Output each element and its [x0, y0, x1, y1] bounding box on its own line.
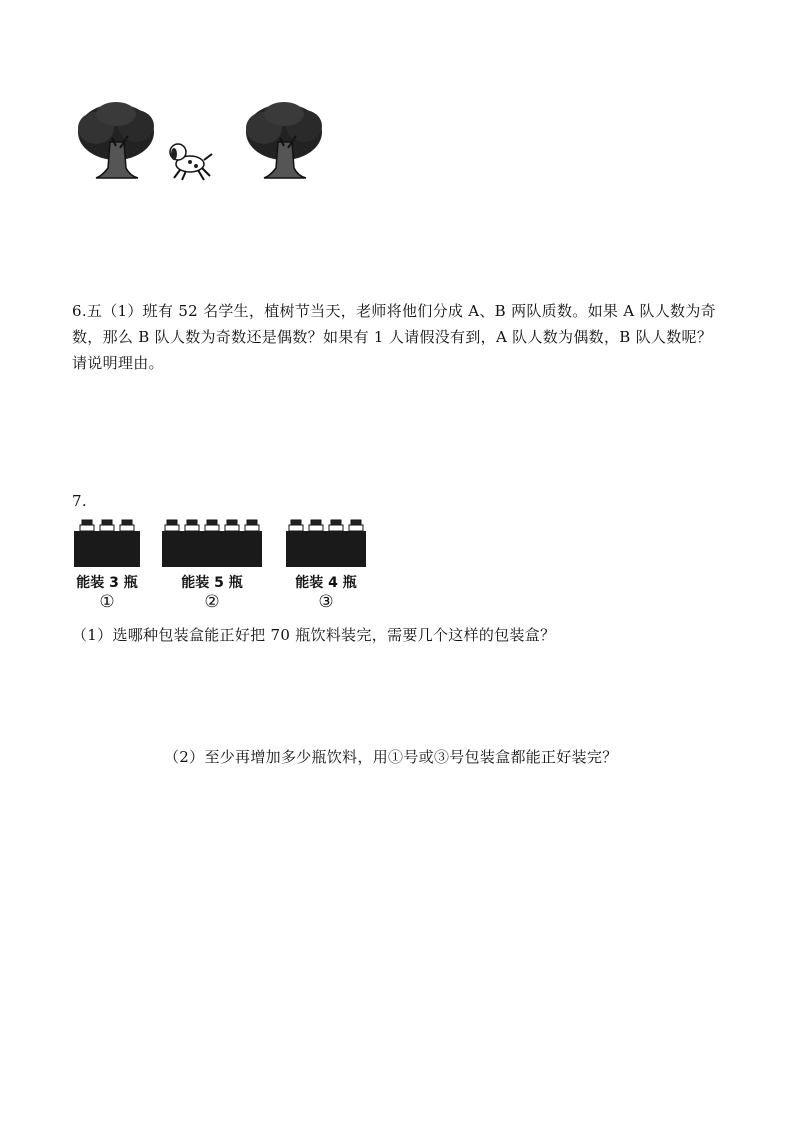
package-2-label: 能装 5 瓶: [181, 575, 243, 591]
package-1-box: [74, 518, 140, 568]
q6-line-3: 请说明理由。: [72, 354, 164, 372]
package-3-label: 能装 4 瓶: [295, 575, 357, 591]
package-2-box: [162, 518, 262, 568]
package-1: [74, 518, 140, 612]
package-2-mark: ②: [204, 592, 220, 612]
tree-left: [78, 102, 154, 178]
q6-line-1: 6.五（1）班有 52 名学生，植树节当天，老师将他们分成 A、B 两队质数。如果 A 队人数为奇: [72, 302, 716, 320]
package-3: [286, 518, 366, 612]
package-3-box: [286, 518, 366, 568]
dog: [170, 144, 212, 180]
q7-sub-question-1: （1）选哪种包装盒能正好把 70 瓶饮料装完，需要几个这样的包装盒？: [72, 626, 556, 644]
package-3-mark: ③: [318, 592, 334, 612]
q7-sub-question-2: （2）至少再增加多少瓶饮料，用①号或③号包装盒都能正好装完？: [164, 748, 618, 766]
package-1-label: 能装 3 瓶: [76, 575, 138, 591]
package-2: [162, 518, 262, 612]
q7-number: 7.: [72, 492, 87, 510]
q6-line-2: 数，那么 B 队人数为奇数还是偶数？如果有 1 人请假没有到，A 队人数为偶数，B 队人数呢？: [72, 328, 713, 346]
trees-dog-illustration: [72, 98, 324, 186]
package-1-mark: ①: [99, 592, 115, 612]
question-6: [72, 298, 732, 376]
tree-right: [246, 102, 322, 178]
